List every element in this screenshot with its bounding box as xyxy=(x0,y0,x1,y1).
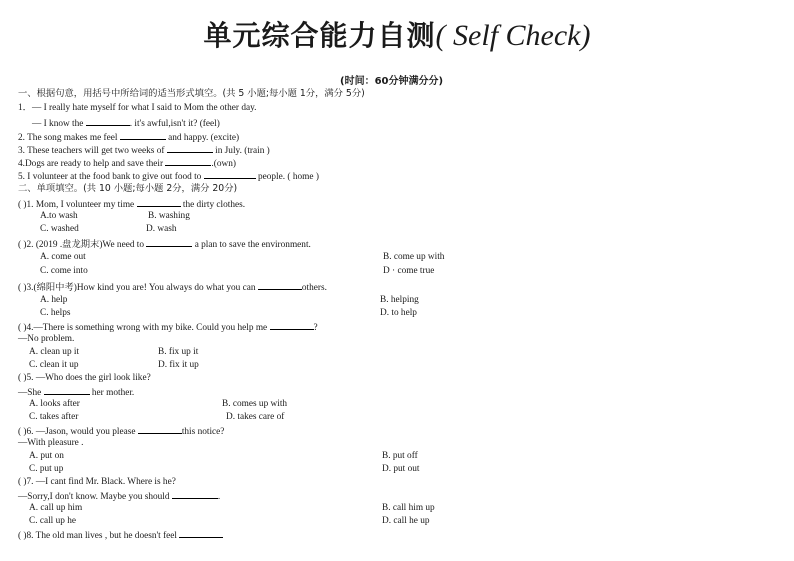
mc7-option-d[interactable]: D. call he up xyxy=(382,516,430,526)
part1-q4 xyxy=(18,156,236,170)
part1-heading: 一、根据句意，用括号中所给词的适当形式填空。(共 5 小题;每小题 1分，满分 5分) xyxy=(18,88,365,99)
answer-blank[interactable] xyxy=(86,116,130,126)
mc-question-2 xyxy=(18,237,311,251)
mc-question-8 xyxy=(18,528,223,542)
mc1-option-c[interactable]: C. washed xyxy=(40,224,79,234)
mc3-option-a[interactable]: A. help xyxy=(40,295,68,305)
mc6-option-c[interactable]: C. put up xyxy=(29,464,64,474)
q1b-post: . it's awful,isn't it? (feel) xyxy=(129,119,220,129)
mc7-option-a[interactable]: A. call up him xyxy=(29,503,83,513)
mc6-stem-post: this notice? xyxy=(181,427,225,437)
mc1-stem-pre: ( )1. Mom, I volunteer my time xyxy=(18,200,135,210)
page-title xyxy=(0,14,794,54)
mc2-option-d[interactable]: D · come true xyxy=(383,266,435,276)
answer-blank[interactable] xyxy=(258,280,302,290)
part1-q1b xyxy=(32,116,220,130)
part1-q1a: 1．— I really hate myself for what I said to Mom the other day. xyxy=(18,103,257,113)
q5-pre: 5. I volunteer at the food bank to give out food to xyxy=(18,172,202,182)
mc5-option-b[interactable]: B. comes up with xyxy=(222,399,288,409)
part1-q3 xyxy=(18,143,270,157)
answer-blank[interactable] xyxy=(165,156,211,166)
mc1-option-b[interactable]: B. washing xyxy=(148,211,190,221)
mc5-option-a[interactable]: A. looks after xyxy=(29,399,80,409)
mc6-option-d[interactable]: D. put out xyxy=(382,464,420,474)
mc4-option-a[interactable]: A. clean up it xyxy=(29,347,80,357)
mc4-option-b[interactable]: B. fix up it xyxy=(158,347,199,357)
mc8-stem-pre: ( )8. The old man lives , but he doesn't feel xyxy=(18,531,177,541)
answer-blank[interactable] xyxy=(179,528,223,538)
mc7-answer xyxy=(18,489,220,503)
mc6-option-b[interactable]: B. put off xyxy=(382,451,418,461)
mc7-ans-pre: —Sorry,I don't know. Maybe you should xyxy=(18,492,170,502)
answer-blank[interactable] xyxy=(270,320,314,330)
mc3-option-b[interactable]: B. helping xyxy=(380,295,419,305)
mc2-stem-pre: ( )2. (2019 .盘龙期末)We need to xyxy=(18,240,145,250)
mc1-option-a[interactable]: A.to wash xyxy=(40,211,78,221)
answer-blank[interactable] xyxy=(204,169,256,179)
title-en: ( Self Check) xyxy=(435,19,591,52)
mc-question-5: ( )5. —Who does the girl look like? xyxy=(18,373,151,383)
answer-blank[interactable] xyxy=(146,237,192,247)
q4-post: .(own) xyxy=(211,159,236,169)
answer-blank[interactable] xyxy=(167,143,213,153)
mc-question-6 xyxy=(18,424,224,438)
mc7-option-b[interactable]: B. call him up xyxy=(382,503,435,513)
mc4-option-d[interactable]: D. fix it up xyxy=(158,360,199,370)
mc3-stem-pre: ( )3.(绵阳中考)How kind you are! You always do what you can xyxy=(18,283,256,293)
q3-post: in July. (train ) xyxy=(215,146,270,156)
part1-q5 xyxy=(18,169,319,183)
mc2-option-a[interactable]: A. come out xyxy=(40,252,86,262)
mc2-stem-post: a plan to save the environment. xyxy=(194,240,311,250)
q3-pre: 3. These teachers will get two weeks of xyxy=(18,146,165,156)
q5-post: people. ( home ) xyxy=(257,172,319,182)
mc4-stem-post: ? xyxy=(313,323,318,333)
part1-q2 xyxy=(18,130,239,144)
mc4-option-c[interactable]: C. clean it up xyxy=(29,360,79,370)
mc5-option-c[interactable]: C. takes after xyxy=(29,412,79,422)
title-cn: 单元综合能力自测 xyxy=(203,19,436,52)
q2-post: and happy. (excite) xyxy=(168,133,240,143)
mc5-answer xyxy=(18,385,134,399)
mc5-ans-pre: —She xyxy=(18,388,42,398)
mc3-option-d[interactable]: D. to help xyxy=(380,308,417,318)
mc-question-1 xyxy=(18,197,245,211)
mc1-option-d[interactable]: D. wash xyxy=(146,224,177,234)
mc6-option-a[interactable]: A. put on xyxy=(29,451,64,461)
mc3-option-c[interactable]: C. helps xyxy=(40,308,71,318)
mc2-option-b[interactable]: B. come up with xyxy=(383,252,445,262)
mc5-ans-post: her mother. xyxy=(91,388,135,398)
mc6-answer: —With pleasure . xyxy=(18,438,84,448)
answer-blank[interactable] xyxy=(172,489,218,499)
mc-question-4 xyxy=(18,320,318,334)
q1b-pre: — I know the xyxy=(32,119,84,129)
mc2-option-c[interactable]: C. come into xyxy=(40,266,88,276)
mc3-stem-post: others. xyxy=(301,283,327,293)
mc4-stem-pre: ( )4.—There is something wrong with my bike. Could you help me xyxy=(18,323,268,333)
mc-question-7: ( )7. —I cant find Mr. Black. Where is he? xyxy=(18,477,176,487)
mc-question-3 xyxy=(18,280,327,294)
answer-blank[interactable] xyxy=(44,385,90,395)
q4-pre: 4.Dogs are ready to help and save their xyxy=(18,159,164,169)
answer-blank[interactable] xyxy=(138,424,182,434)
answer-blank[interactable] xyxy=(137,197,181,207)
mc6-stem-pre: ( )6. —Jason, would you please xyxy=(18,427,136,437)
q2-pre: 2. The song makes me feel xyxy=(18,133,118,143)
answer-blank[interactable] xyxy=(120,130,166,140)
mc1-stem-post: the dirty clothes. xyxy=(182,200,246,210)
mc7-option-c[interactable]: C. call up he xyxy=(29,516,76,526)
mc7-ans-post: . xyxy=(217,492,221,502)
exam-time-note: (时间：60分钟满分分) xyxy=(340,76,444,87)
mc4-answer: —No problem. xyxy=(18,334,75,344)
part2-heading: 二、单项填空。(共 10 小题;每小题 2分，满分 20分) xyxy=(18,183,238,194)
mc5-option-d[interactable]: D. takes care of xyxy=(226,412,285,422)
